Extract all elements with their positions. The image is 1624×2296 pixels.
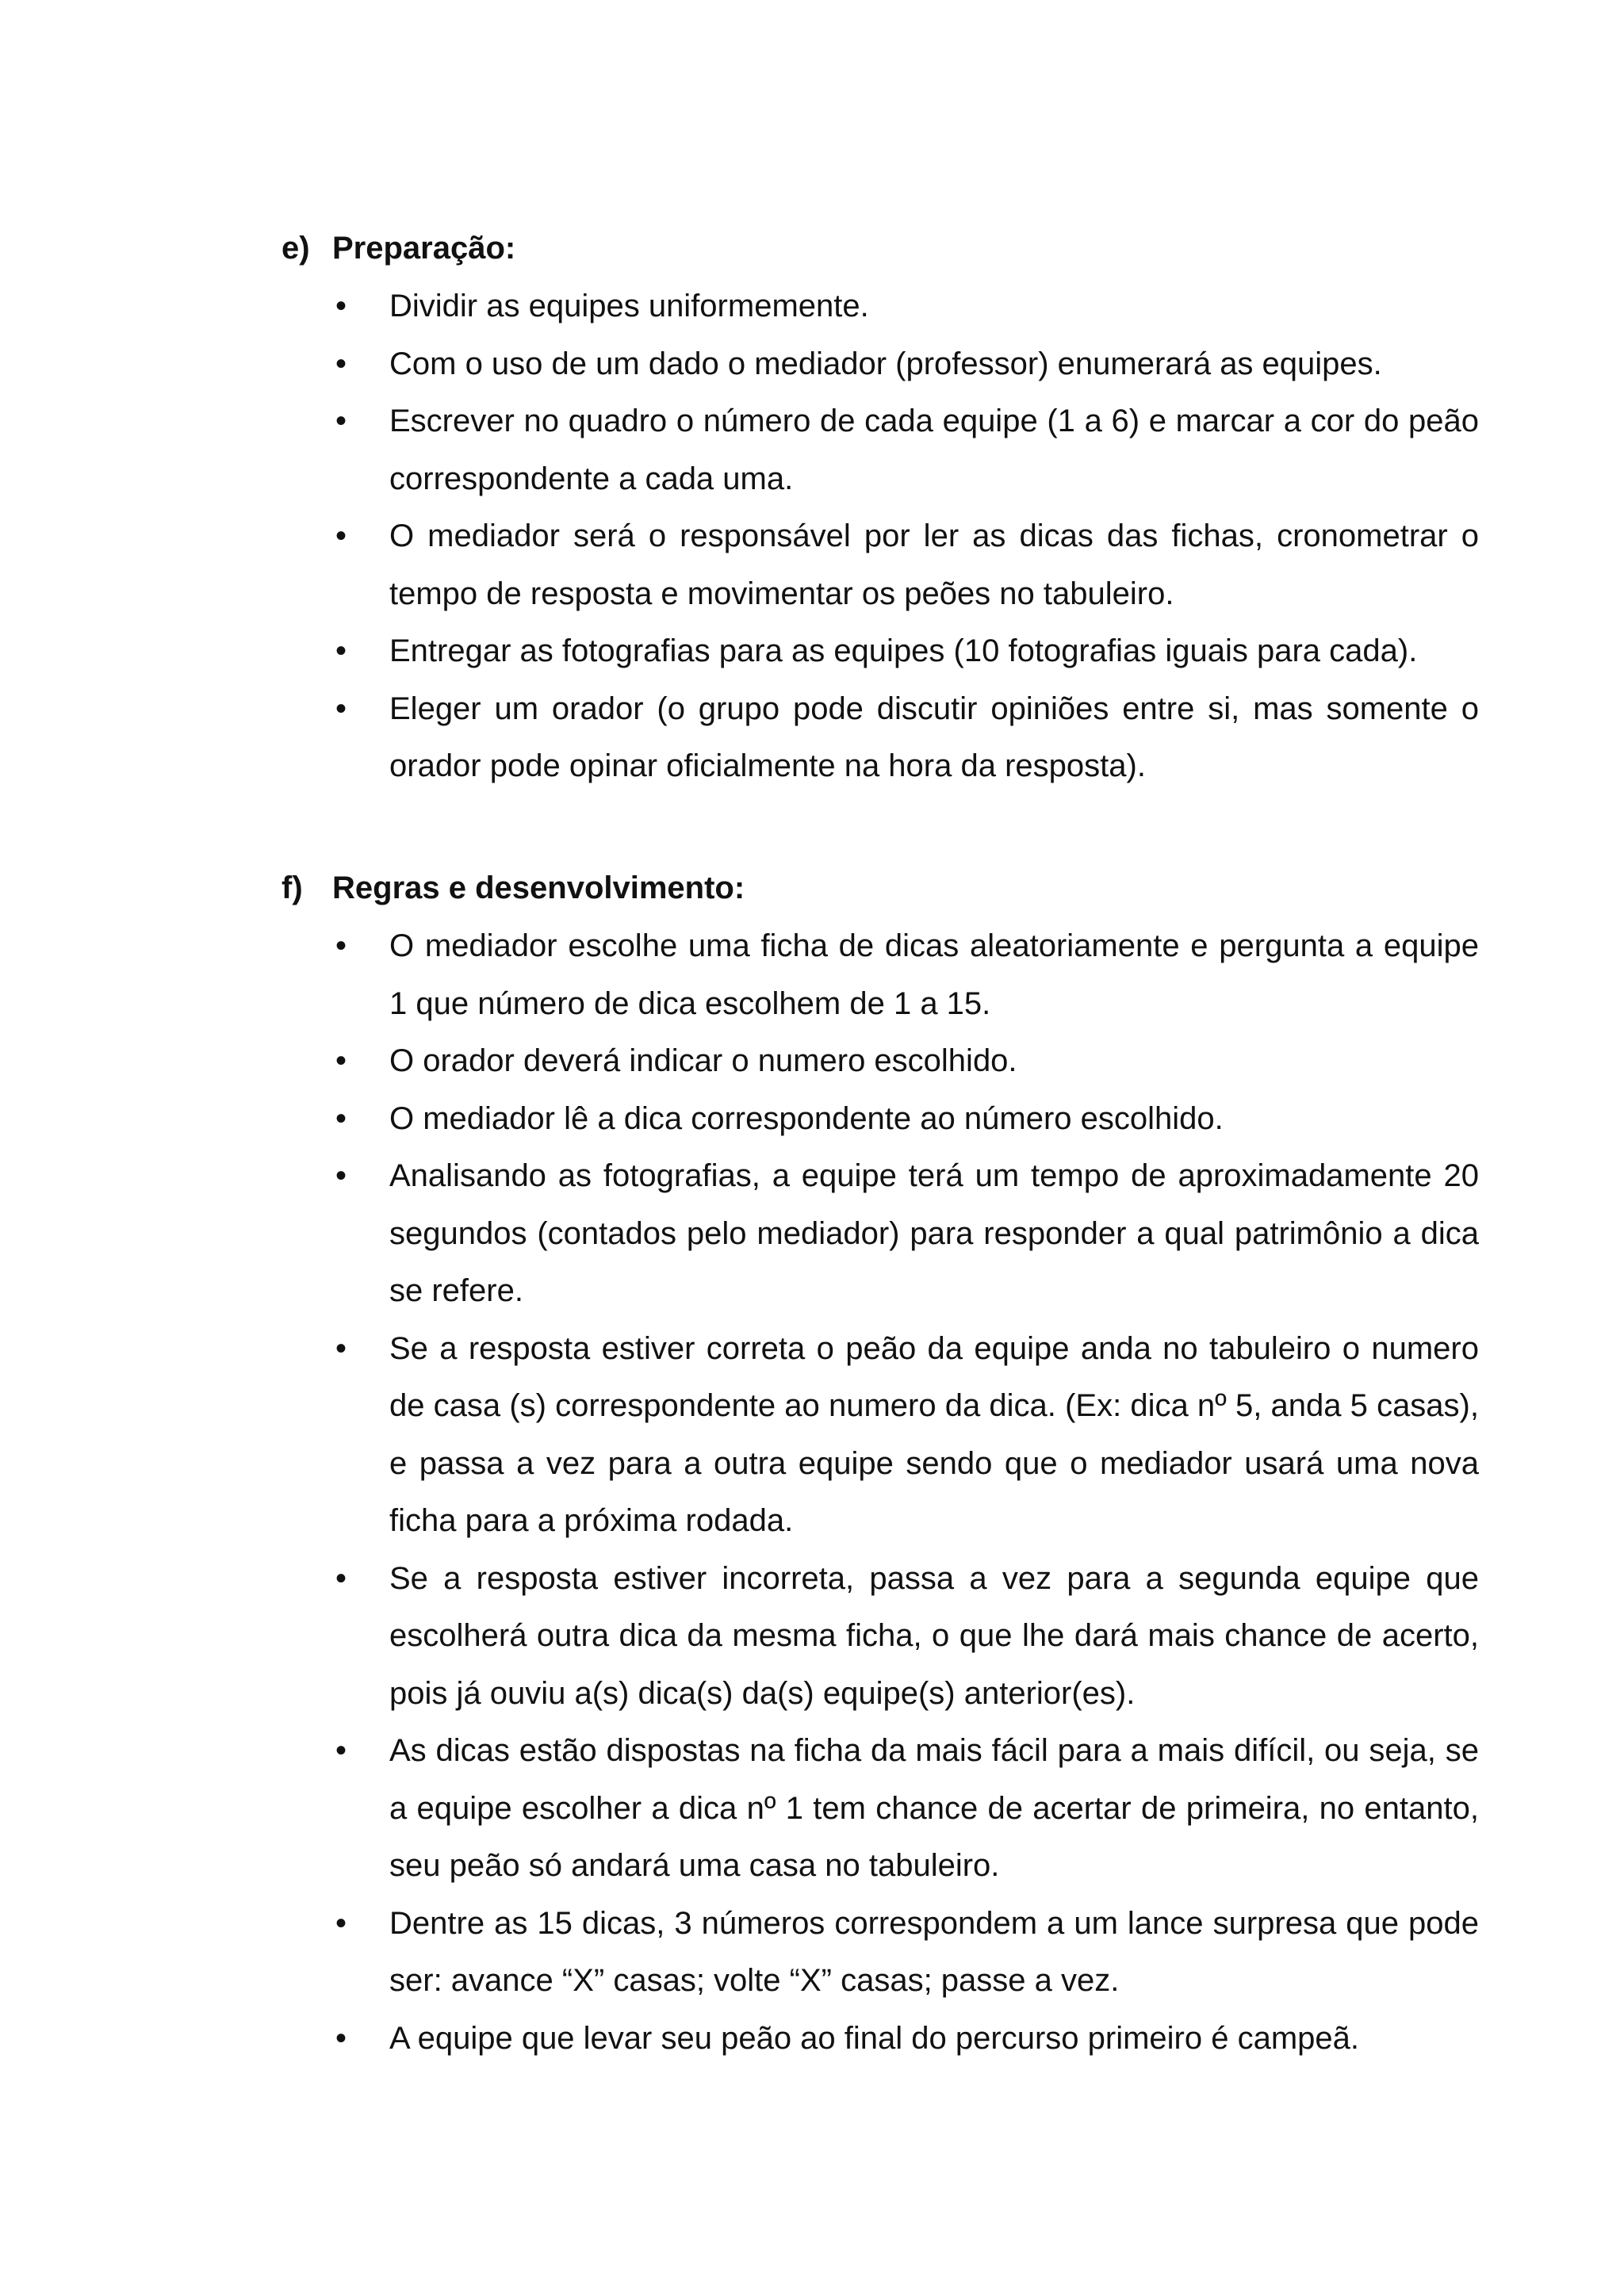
preparacao-list: [282, 277, 1479, 795]
section-letter: e): [282, 231, 310, 266]
section-title: Regras e desenvolvimento:: [332, 871, 745, 905]
list-item: • Com o uso de um dado o mediador (professor) enumerará as equipes.: [282, 335, 1479, 393]
list-item: • O orador deverá indicar o numero escolhido.: [282, 1032, 1479, 1090]
section-letter: f): [282, 871, 303, 905]
list-item: • O mediador lê a dica correspondente ao número escolhido.: [282, 1090, 1479, 1148]
list-item: • Eleger um orador (o grupo pode discutir opiniões entre si, mas somente o orador pode opinar oficialmente na hora da resposta).: [282, 680, 1479, 795]
section-heading: [282, 228, 1479, 268]
section-preparacao: [282, 228, 1479, 795]
list-item: • Escrever no quadro o número de cada equipe (1 a 6) e marcar a cor do peão correspondente a cada uma.: [282, 392, 1479, 507]
list-item: • Dentre as 15 dicas, 3 números correspondem a um lance surpresa que pode ser: avance “X” casas; volte “X” casas; passe a vez.: [282, 1895, 1479, 2010]
list-item: • A equipe que levar seu peão ao final do percurso primeiro é campeã.: [282, 2010, 1479, 2068]
list-item: • As dicas estão dispostas na ficha da mais fácil para a mais difícil, ou seja, se a equipe escolher a dica nº 1 tem chance de acertar de primeira, no entanto, seu peão só andará uma casa no tabuleiro.: [282, 1722, 1479, 1895]
list-item: • Se a resposta estiver incorreta, passa a vez para a segunda equipe que escolherá outra dica da mesma ficha, o que lhe dará mais chance de acerto, pois já ouviu a(s) dica(s) da(s) equipe(s) anterior(es).: [282, 1550, 1479, 1723]
regras-list: [282, 917, 1479, 2067]
list-item: • O mediador escolhe uma ficha de dicas aleatoriamente e pergunta a equipe 1 que número de dica escolhem de 1 a 15.: [282, 917, 1479, 1032]
list-item: • O mediador será o responsável por ler as dicas das fichas, cronometrar o tempo de resposta e movimentar os peões no tabuleiro.: [282, 507, 1479, 622]
section-title: Preparação:: [332, 231, 516, 266]
section-regras: [282, 868, 1479, 2067]
list-item: • Analisando as fotografias, a equipe terá um tempo de aproximadamente 20 segundos (contados pelo mediador) para responder a qual patrimônio a dica se refere.: [282, 1147, 1479, 1320]
list-item: • Dividir as equipes uniformemente.: [282, 277, 1479, 335]
list-item: • Entregar as fotografias para as equipes (10 fotografias iguais para cada).: [282, 622, 1479, 680]
list-item: • Se a resposta estiver correta o peão da equipe anda no tabuleiro o numero de casa (s) correspondente ao numero da dica. (Ex: dica nº 5, anda 5 casas), e passa a vez para a outra equipe sendo que o mediador usará uma nova ficha para a próxima rodada.: [282, 1320, 1479, 1550]
section-heading: [282, 868, 1479, 908]
